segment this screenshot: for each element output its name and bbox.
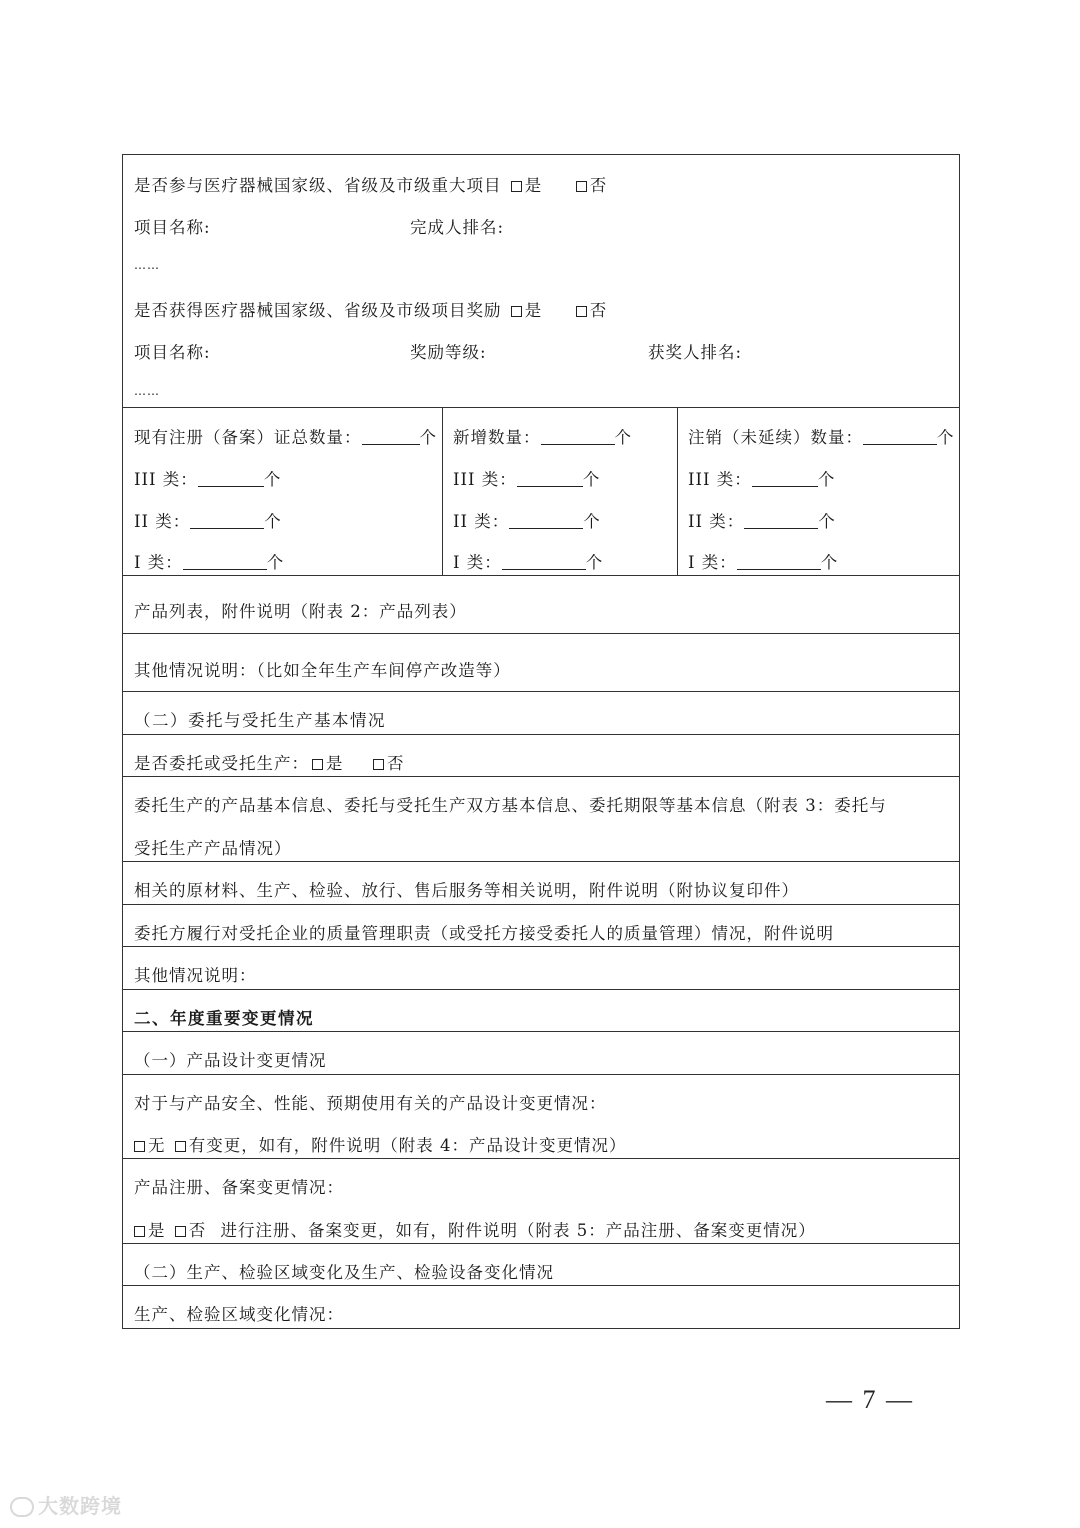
cancelled-class2-field[interactable]	[744, 514, 818, 529]
product-list-text: 产品列表，附件说明（附表 2：产品列表）	[134, 602, 467, 621]
existing-class1	[134, 549, 284, 573]
checkbox-design-none[interactable]	[134, 1141, 145, 1152]
cancelled-total-label: 注销（未延续）数量：	[688, 428, 863, 447]
added-total-field[interactable]	[541, 430, 615, 445]
class1-label: I 类：	[453, 553, 502, 572]
registration-options	[134, 1217, 816, 1241]
unit-label: 个	[614, 428, 632, 447]
quality-row	[123, 904, 959, 946]
entrust-heading: （二）委托与受托生产基本情况	[134, 711, 386, 730]
checkbox-registration-no[interactable]	[175, 1226, 186, 1237]
checkbox-registration-yes[interactable]	[134, 1226, 145, 1237]
unit-label: 个	[817, 470, 836, 489]
design-none-label: 无	[148, 1136, 166, 1155]
cancelled-class2	[688, 508, 836, 532]
existing-total	[134, 424, 437, 448]
entrust-question-row	[123, 734, 959, 776]
class1-label: I 类：	[688, 553, 737, 572]
page-number: — 7 —	[826, 1385, 914, 1414]
registration-no-label: 否	[188, 1221, 207, 1240]
unit-label: 个	[264, 512, 282, 531]
design-heading: （一）产品设计变更情况	[134, 1051, 327, 1070]
major-project-question	[134, 172, 607, 196]
major-changes-heading-row	[123, 989, 959, 1031]
award-no-label: 否	[589, 301, 608, 320]
checkbox-design-changed[interactable]	[175, 1141, 186, 1152]
winner-rank-label: 获奖人排名:	[648, 343, 743, 362]
ellipsis-1: ……	[134, 258, 160, 272]
registration-yes-label: 是	[148, 1221, 166, 1240]
unit-label: 个	[937, 428, 955, 447]
major-project-label: 是否参与医疗器械国家级、省级及市级重大项目	[134, 176, 502, 195]
unit-label: 个	[818, 512, 836, 531]
existing-class3-field[interactable]	[198, 472, 264, 487]
cancelled-class1-field[interactable]	[737, 555, 821, 570]
unit-label: 个	[820, 553, 839, 572]
cancelled-class1	[688, 549, 838, 573]
award-question	[134, 297, 607, 321]
area-change-row	[123, 1285, 959, 1328]
class2-label: II 类：	[134, 512, 191, 531]
watermark-text: 大数跨境	[38, 1494, 122, 1518]
other-situation-text: 其他情况说明：（比如全年生产车间停产改造等）	[134, 661, 511, 680]
class3-label: III 类：	[134, 470, 198, 489]
existing-class3	[134, 466, 281, 490]
entrust-info-line1: 委托生产的产品基本信息、委托与受托生产双方基本信息、委托期限等基本信息（附表 3：委托与	[134, 796, 887, 815]
entrust-yes-label: 是	[326, 754, 344, 773]
design-options	[134, 1132, 627, 1156]
added-class1	[453, 549, 603, 573]
quality-text: 委托方履行对受托企业的质量管理职责（或受托方接受委托人的质量管理）情况，附件说明	[134, 924, 834, 943]
award-label: 是否获得医疗器械国家级、省级及市级项目奖励	[134, 301, 502, 320]
checkbox-entrust-yes[interactable]	[312, 759, 323, 770]
design-heading-row	[123, 1031, 959, 1074]
existing-class2	[134, 508, 282, 532]
class3-label: III 类：	[453, 470, 517, 489]
watermark-logo-icon	[10, 1497, 34, 1517]
completer-rank-label: 完成人排名:	[410, 218, 505, 237]
option-no-label: 否	[589, 176, 608, 195]
product-list-row	[123, 575, 959, 633]
added-class3-field[interactable]	[517, 472, 583, 487]
design-changed-label: 有变更，如有，附件说明（附表 4：产品设计变更情况）	[188, 1136, 627, 1155]
entrust-info-row	[123, 776, 959, 861]
existing-count-column	[123, 408, 442, 575]
cancelled-count-column	[677, 408, 959, 575]
entrust-heading-row	[123, 691, 959, 734]
class2-label: II 类：	[688, 512, 745, 531]
other-situation-row	[123, 633, 959, 691]
unit-label: 个	[583, 512, 601, 531]
area-question: 生产、检验区域变化情况：	[134, 1305, 344, 1324]
cancelled-total	[688, 424, 955, 448]
other-situation-2-row	[123, 946, 959, 989]
class1-label: I 类：	[134, 553, 183, 572]
added-class1-field[interactable]	[502, 555, 586, 570]
checkbox-yes[interactable]	[511, 181, 522, 192]
cancelled-total-field[interactable]	[863, 430, 937, 445]
unit-label: 个	[419, 428, 437, 447]
checkbox-no[interactable]	[576, 181, 587, 192]
added-total-label: 新增数量：	[453, 428, 541, 447]
checkbox-award-yes[interactable]	[511, 306, 522, 317]
watermark	[10, 1490, 122, 1519]
ellipsis-2: ……	[134, 384, 160, 398]
award-yes-label: 是	[524, 301, 543, 320]
project-name-label: 项目名称:	[134, 218, 211, 237]
entrust-no-label: 否	[387, 754, 405, 773]
existing-total-field[interactable]	[362, 430, 420, 445]
award-level-label: 奖励等级:	[410, 343, 487, 362]
entrust-info-line2: 受托生产产品情况）	[134, 839, 292, 858]
design-question: 对于与产品安全、性能、预期使用有关的产品设计变更情况：	[134, 1094, 607, 1113]
unit-label: 个	[263, 470, 282, 489]
entrust-question-label: 是否委托或受托生产：	[134, 754, 309, 773]
added-class2-field[interactable]	[509, 514, 583, 529]
option-yes-label: 是	[524, 176, 543, 195]
registration-detail: 进行注册、备案变更，如有，附件说明（附表 5：产品注册、备案变更情况）	[220, 1221, 816, 1240]
entrust-question	[134, 750, 405, 774]
checkbox-entrust-no[interactable]	[373, 759, 384, 770]
certificate-counts-row	[123, 407, 959, 575]
existing-class2-field[interactable]	[190, 514, 264, 529]
materials-text: 相关的原材料、生产、检验、放行、售后服务等相关说明，附件说明（附协议复印件）	[134, 881, 799, 900]
unit-label: 个	[266, 553, 285, 572]
added-class2	[453, 508, 601, 532]
cancelled-class3	[688, 466, 835, 490]
major-changes-heading: 二、年度重要变更情况	[134, 1009, 314, 1028]
unit-label: 个	[585, 553, 604, 572]
existing-class1-field[interactable]	[183, 555, 267, 570]
design-change-row	[123, 1074, 959, 1158]
added-class3	[453, 466, 600, 490]
unit-label: 个	[582, 470, 601, 489]
area-heading-row	[123, 1243, 959, 1285]
class3-label: III 类：	[688, 470, 752, 489]
cancelled-class3-field[interactable]	[752, 472, 818, 487]
existing-total-label: 现有注册（备案）证总数量：	[134, 428, 362, 447]
projects-awards-row	[123, 155, 959, 407]
materials-row	[123, 861, 959, 904]
registration-change-row	[123, 1158, 959, 1243]
checkbox-award-no[interactable]	[576, 306, 587, 317]
award-project-name-label: 项目名称:	[134, 343, 211, 362]
other-situation-2-text: 其他情况说明：	[134, 966, 257, 985]
class2-label: II 类：	[453, 512, 510, 531]
report-form-table	[122, 154, 960, 1329]
registration-question: 产品注册、备案变更情况：	[134, 1178, 344, 1197]
added-count-column	[442, 408, 677, 575]
area-heading: （二）生产、检验区域变化及生产、检验设备变化情况	[134, 1263, 554, 1282]
added-total	[453, 424, 632, 448]
